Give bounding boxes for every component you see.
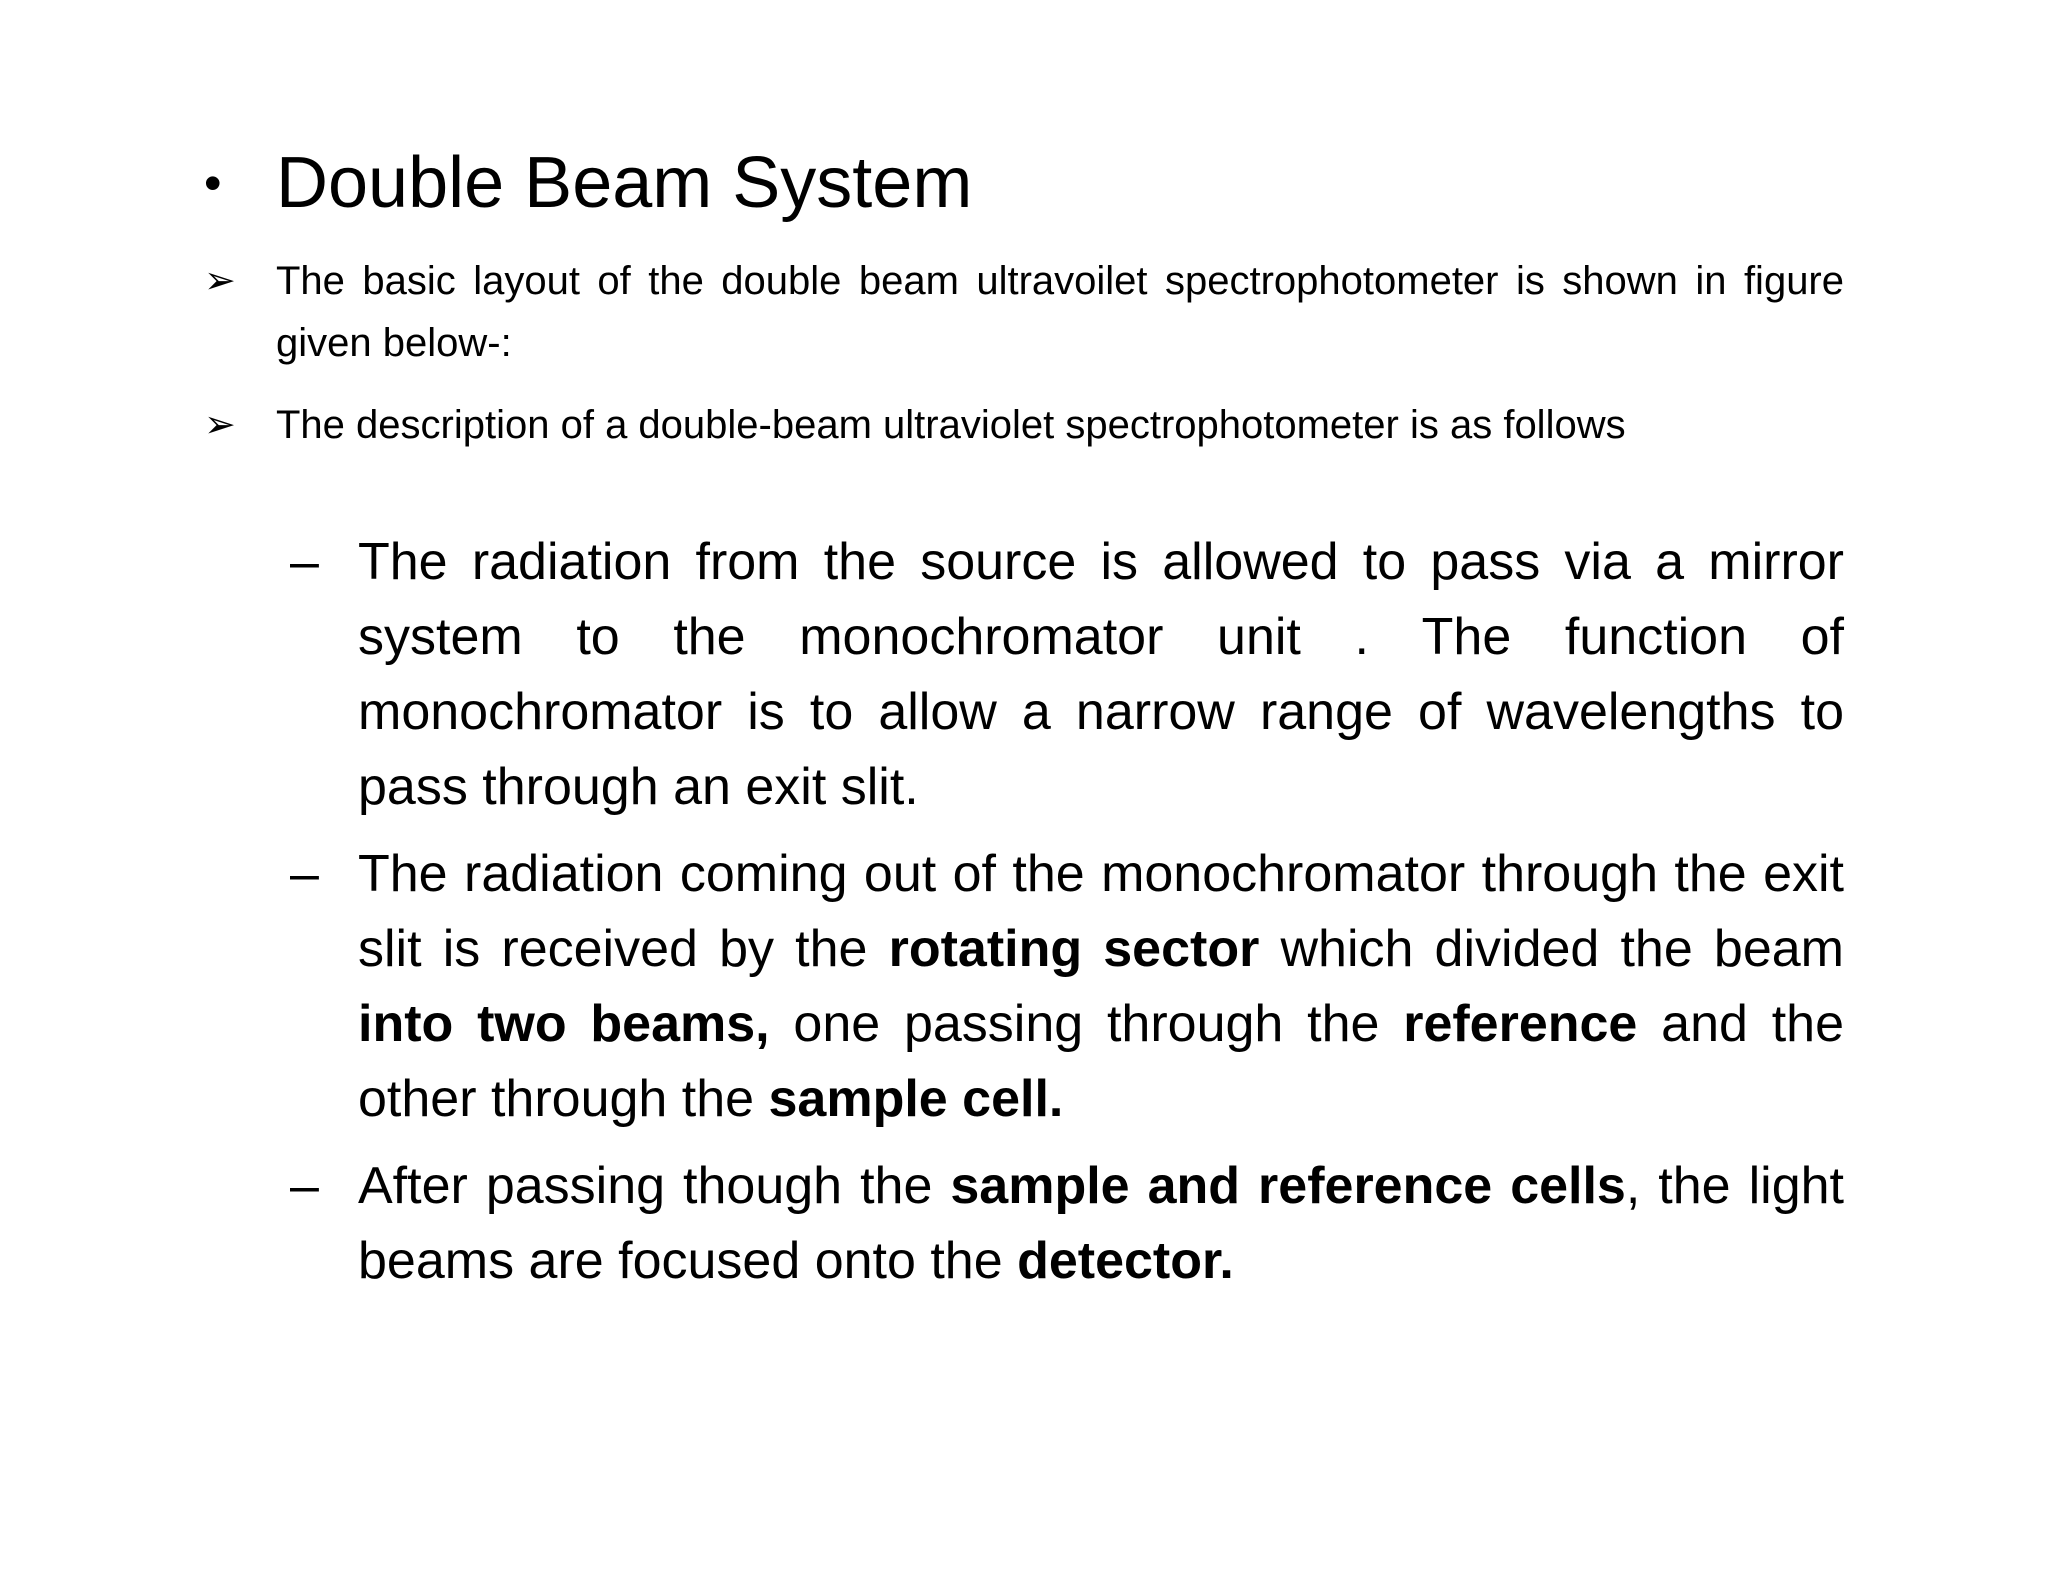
arrow-bullet-icon: ➢: [204, 404, 236, 446]
text-segment: and the other through the: [358, 995, 1844, 1128]
text-segment: one passing through the: [769, 995, 1404, 1053]
bold-text-segment: rotating sector: [888, 920, 1260, 978]
arrow-point: [204, 250, 1844, 374]
slide-title: [204, 140, 1844, 226]
arrow-point-text: The basic layout of the double beam ultravoilet spectrophotometer is shown in figure given below-:: [276, 259, 1844, 365]
arrow-point-text: The description of a double-beam ultraviolet spectrophotometer is as follows: [276, 403, 1626, 447]
sub-point: [290, 1149, 1844, 1299]
sub-point: [290, 837, 1844, 1137]
arrow-point: [204, 394, 1844, 456]
bold-text-segment: detector.: [1017, 1232, 1234, 1290]
dash-bullet-icon: –: [290, 845, 319, 903]
sub-point-text: [358, 525, 1844, 825]
sub-point-text: [358, 837, 1844, 1137]
bold-text-segment: sample cell.: [768, 1070, 1064, 1128]
title-text: Double Beam System: [276, 143, 973, 223]
bold-text-segment: into two beams,: [358, 995, 770, 1053]
title-bullet-icon: •: [204, 155, 222, 212]
sub-point-text: [358, 1149, 1844, 1299]
arrow-bullet-icon: ➢: [204, 260, 236, 302]
bold-text-segment: sample and reference cells: [950, 1157, 1626, 1215]
text-segment: which divided the beam: [1259, 920, 1844, 978]
text-segment: After passing though the: [358, 1157, 951, 1215]
dash-bullet-icon: –: [290, 1157, 319, 1215]
sub-point-list: [290, 525, 1844, 1311]
text-segment: , the light beams are focused onto the: [358, 1157, 1844, 1290]
bold-text-segment: reference: [1403, 995, 1638, 1053]
text-segment: The radiation from the source is allowed to pass via a mirror system to the monochromator unit . The function of monochromator is to allow a narrow range of wavelengths to pass through an exit slit.: [358, 533, 1844, 816]
arrow-point-list: [204, 250, 1844, 476]
text-segment: The radiation coming out of the monochromator through the exit slit is received by the: [358, 845, 1844, 978]
sub-point: [290, 525, 1844, 825]
dash-bullet-icon: –: [290, 533, 319, 591]
